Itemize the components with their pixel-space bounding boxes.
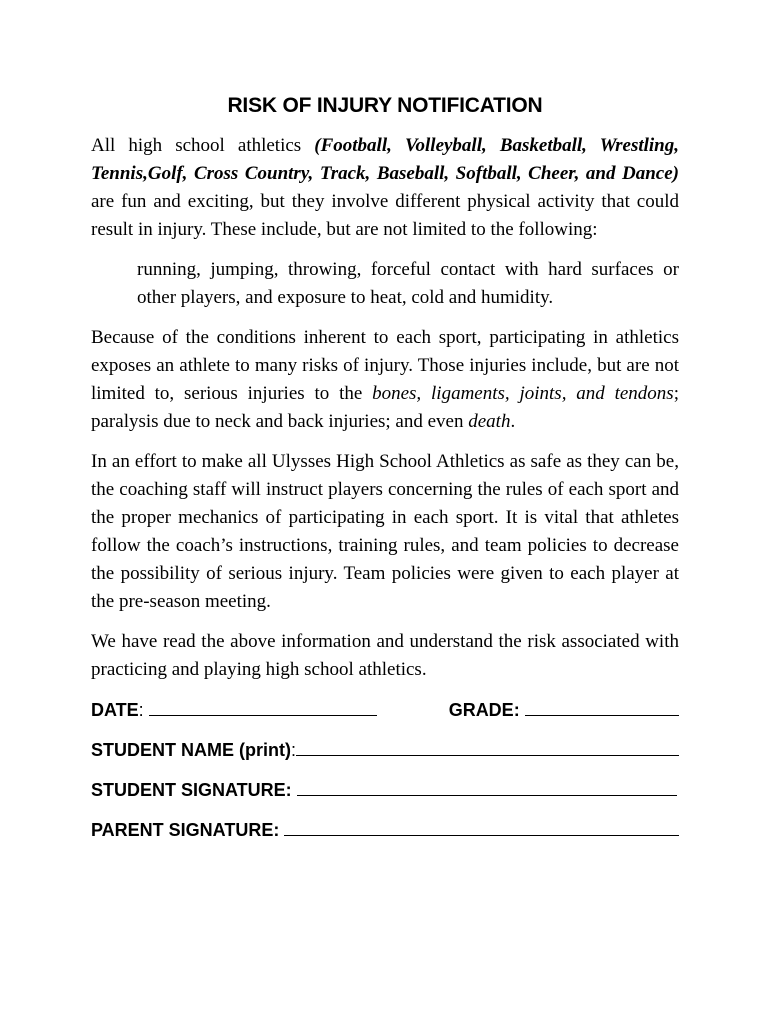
parent-signature-input-line[interactable] bbox=[284, 817, 679, 836]
student-signature-input-line[interactable] bbox=[297, 777, 677, 796]
student-name-label: STUDENT NAME (print) bbox=[91, 740, 291, 760]
intro-paragraph bbox=[91, 132, 679, 244]
student-name-input-line[interactable] bbox=[296, 737, 679, 756]
parent-signature-row bbox=[91, 816, 679, 844]
risks-lead: Because of the conditions inherent to each sport, participating in athletics exposes an athlete to many risks of injury. Those injuries include, but are not limited to, serious injuries to the bbox=[91, 327, 679, 404]
risks-death: death bbox=[468, 411, 511, 432]
page-title: RISK OF INJURY NOTIFICATION bbox=[227, 94, 543, 117]
activities-list: running, jumping, throwing, forceful contact with hard surfaces or other players, and exposure to heat, cold and humidity. bbox=[137, 259, 679, 308]
grade-label: GRADE: bbox=[448, 700, 525, 720]
grade-input-line[interactable] bbox=[525, 697, 679, 716]
date-input-line[interactable] bbox=[149, 697, 377, 716]
risks-end: . bbox=[510, 411, 516, 432]
date-label: DATE bbox=[91, 700, 139, 720]
risks-tissues: bones, ligaments, joints, and tendons bbox=[372, 383, 674, 404]
safety-paragraph: In an effort to make all Ulysses High School Athletics as safe as they can be, the coaching staff will instruct players concerning the rules of each sport and the proper mechanics of participating in each sport. It is vital that athletes follow the coach’s instructions, training rules, and team policies to decrease the possibility of serious injury. Team policies were given to each player at the pre-season meeting. bbox=[91, 451, 679, 612]
risks-paragraph bbox=[91, 324, 679, 436]
date-colon: : bbox=[138, 700, 149, 720]
acknowledgement-paragraph: We have read the above information and understand the risk associated with practicing and playing high school athletics. bbox=[91, 631, 679, 680]
risks-mid: ; paralysis due to neck and back injuries; and even bbox=[91, 383, 679, 432]
intro-rest: are fun and exciting, but they involve different physical activity that could result in injury. These include, but are not limited to the following: bbox=[91, 191, 679, 240]
sports-list: (Football, Volleyball, Basketball, Wrestling, Tennis,Golf, Cross Country, Track, Baseball, Softball, Cheer, and Dance) bbox=[91, 135, 679, 184]
student-signature-row bbox=[91, 776, 679, 804]
date-grade-row bbox=[91, 696, 679, 724]
intro-lead: All high school athletics bbox=[91, 135, 315, 156]
student-signature-label: STUDENT SIGNATURE: bbox=[91, 780, 297, 800]
student-name-colon: : bbox=[290, 740, 296, 760]
student-name-row bbox=[91, 736, 679, 764]
parent-signature-label: PARENT SIGNATURE: bbox=[91, 820, 285, 840]
